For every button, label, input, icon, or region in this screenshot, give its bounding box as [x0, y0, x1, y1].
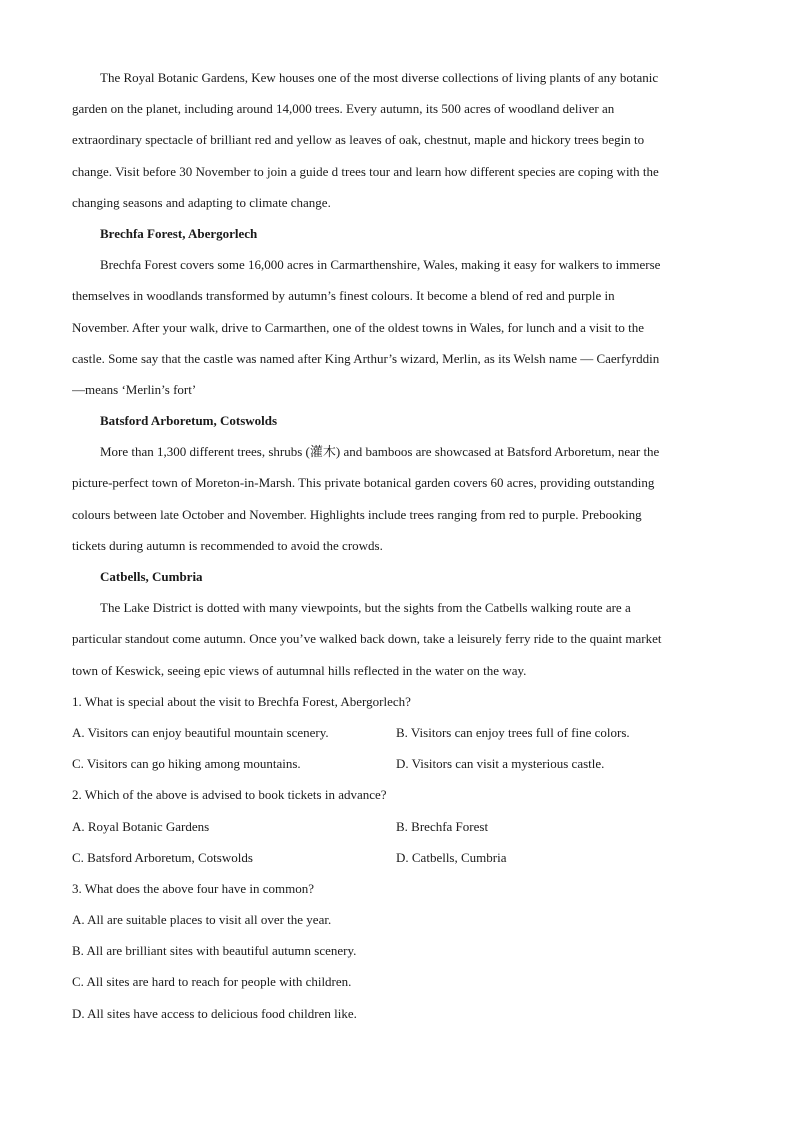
paragraph-line: particular standout come autumn. Once you’ve walked back down, take a leisurely ferry ride to the quaint market — [72, 631, 662, 647]
batsford-paragraph — [72, 436, 722, 561]
section-heading-batsford: Batsford Arboretum, Cotswolds — [100, 413, 278, 429]
option-b: B. Brechfa Forest — [396, 818, 489, 834]
question-stem: 2. Which of the above is advised to book tickets in advance? — [72, 787, 387, 803]
paragraph-line: extraordinary spectacle of brilliant red and yellow as leaves of oak, chestnut, maple and hickory trees begin to — [72, 132, 645, 148]
option-d: D. All sites have access to delicious food children like. — [72, 1005, 357, 1021]
section-heading-brechfa: Brechfa Forest, Abergorlech — [100, 225, 258, 241]
paragraph-line: Brechfa Forest covers some 16,000 acres in Carmarthenshire, Wales, making it easy for walkers to immerse — [100, 257, 661, 273]
option-d: D. Visitors can visit a mysterious castle. — [396, 756, 605, 772]
option-c: C. Batsford Arboretum, Cotswolds — [72, 849, 253, 865]
option-row — [72, 748, 722, 779]
paragraph-line: castle. Some say that the castle was named after King Arthur’s wizard, Merlin, as its Welsh name — Caerfyrddin — [72, 350, 660, 366]
paragraph-line: picture-perfect town of Moreton-in-Marsh. This private botanical garden covers 60 acres, providing outstanding — [72, 475, 655, 491]
document-page — [72, 62, 722, 1029]
option-c: C. Visitors can go hiking among mountains. — [72, 756, 301, 772]
paragraph-line: November. After your walk, drive to Carmarthen, one of the oldest towns in Wales, for lunch and a visit to the — [72, 319, 645, 335]
option-a: A. Royal Botanic Gardens — [72, 818, 210, 834]
option-a: A. All are suitable places to visit all over the year. — [72, 912, 332, 928]
option-c: C. All sites are hard to reach for people with children. — [72, 974, 352, 990]
paragraph-line: changing seasons and adapting to climate change. — [72, 194, 331, 210]
option-b: B. Visitors can enjoy trees full of fine colors. — [396, 724, 630, 740]
intro-paragraph — [72, 62, 722, 218]
paragraph-line: The Lake District is dotted with many viewpoints, but the sights from the Catbells walking route are a — [100, 600, 631, 616]
question-1 — [72, 686, 722, 780]
brechfa-paragraph — [72, 249, 722, 405]
paragraph-line: change. Visit before 30 November to join a guide d trees tour and learn how different species are coping with the — [72, 163, 659, 179]
paragraph-line: colours between late October and November. Highlights include trees ranging from red to purple. Prebooking — [72, 506, 642, 522]
paragraph-line: More than 1,300 different trees, shrubs (灌木) and bamboos are showcased at Batsford Arboretum, near the — [100, 444, 660, 460]
option-b: B. All are brilliant sites with beautiful autumn scenery. — [72, 943, 357, 959]
paragraph-line: town of Keswick, seeing epic views of autumnal hills reflected in the water on the way. — [72, 662, 527, 678]
option-row — [72, 717, 722, 748]
question-2 — [72, 779, 722, 873]
paragraph-line: garden on the planet, including around 14,000 trees. Every autumn, its 500 acres of woodland deliver an — [72, 101, 615, 117]
paragraph-line: tickets during autumn is recommended to avoid the crowds. — [72, 537, 383, 553]
question-3 — [72, 873, 722, 1029]
catbells-paragraph — [72, 592, 722, 686]
paragraph-line: themselves in woodlands transformed by autumn’s finest colours. It become a blend of red and purple in — [72, 288, 615, 304]
option-row — [72, 842, 722, 873]
question-stem: 1. What is special about the visit to Brechfa Forest, Abergorlech? — [72, 693, 411, 709]
question-stem: 3. What does the above four have in common? — [72, 880, 314, 896]
paragraph-line: The Royal Botanic Gardens, Kew houses one of the most diverse collections of living plants of any botanic — [100, 70, 659, 85]
option-d: D. Catbells, Cumbria — [396, 849, 507, 865]
option-a: A. Visitors can enjoy beautiful mountain scenery. — [72, 724, 329, 740]
paragraph-line: —means ‘Merlin’s fort’ — [72, 381, 197, 397]
option-row — [72, 811, 722, 842]
section-heading-catbells: Catbells, Cumbria — [100, 569, 203, 584]
